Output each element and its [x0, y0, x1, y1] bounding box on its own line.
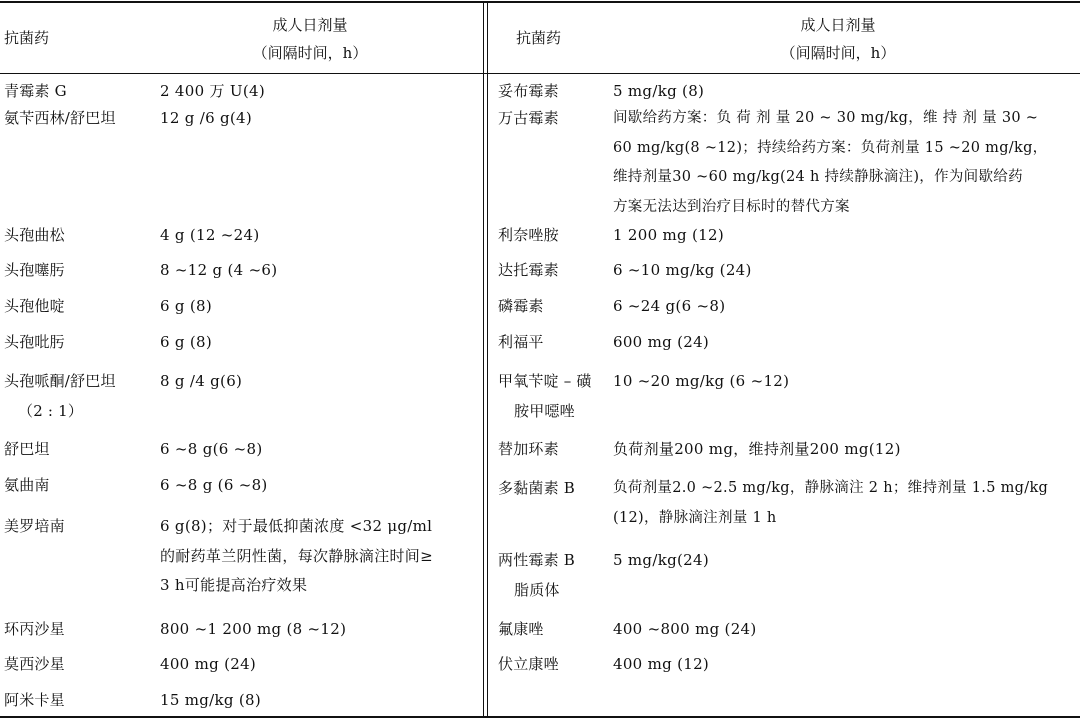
table-row-drug: 替加环素: [498, 440, 559, 458]
table-row-dose: 6 ~10 mg/kg (24): [613, 261, 752, 279]
table-row-dose: 6 g (8): [160, 333, 213, 351]
table-row-drug: 妥布霉素: [498, 82, 559, 100]
table-row-drug: 头孢曲松: [4, 226, 65, 244]
table-row-dose: 5 mg/kg(24): [613, 551, 709, 569]
table-row-dose: 6 ~8 g (6 ~8): [160, 476, 268, 494]
left-dose-column-header: [160, 11, 460, 67]
table-row-dose: 1 200 mg (12): [613, 226, 724, 244]
table-row-dose: 间歇给药方案：负 荷 剂 量 20 ~ 30 mg/kg，维 持 剂 量 30 ~ 60 mg/kg(8 ~12)；持续给药方案：负荷剂量 15 ~20 mg/kg， 维持剂量30 ~60 mg/kg(24 h 持续静脉滴注)，作为间歇给药 方案无法达到治疗目标时的替代方案: [613, 110, 1048, 215]
table-row-dose: 12 g /6 g(4): [160, 109, 253, 127]
table-row-dose: 400 mg (12): [613, 655, 710, 673]
table-row-drug: 头孢吡肟: [4, 333, 65, 351]
table-row-drug: 阿米卡星: [4, 691, 65, 709]
table-row-dose: 2 400 万 U(4): [160, 82, 265, 100]
table-row-drug: 多黏菌素 B: [498, 479, 575, 497]
left-header: [0, 0, 483, 73]
table-row-drug: 青霉素 G: [4, 82, 67, 100]
table-row-drug: 甲氧苄啶 – 磺 胺甲噁唑: [498, 372, 592, 420]
table-row-drug: 舒巴坦: [4, 440, 50, 458]
table-row-dose: 15 mg/kg (8): [160, 691, 262, 709]
table-row-drug: 氟康唑: [498, 620, 544, 638]
dose-header-line2: （间隔时间，h）: [780, 44, 896, 62]
table-row-dose: 6 g(8)；对于最低抑菌浓度 <32 μg/ml 的耐药革兰阴性菌，每次静脉滴注时间≥ 3 h可能提高治疗效果: [160, 517, 433, 594]
table-row-drug: 达托霉素: [498, 261, 559, 279]
table-row-dose: 6 ~24 g(6 ~8): [613, 297, 726, 315]
table-row-dose: 8 ~12 g (4 ~6): [160, 261, 278, 279]
dose-header-line1: 成人日剂量: [272, 16, 348, 34]
left-panel: [0, 0, 483, 720]
table-row-drug: 利奈唑胺: [498, 226, 559, 244]
dose-header-line1: 成人日剂量: [800, 16, 876, 34]
right-header: [488, 0, 1080, 73]
table-row-drug: 环丙沙星: [4, 620, 65, 638]
table-row-dose: 400 ~800 mg (24): [613, 620, 757, 638]
table-row-drug: 万古霉素: [498, 109, 559, 127]
left-drug-column-header: 抗菌药: [4, 29, 50, 47]
table-row-dose: 600 mg (24): [613, 333, 710, 351]
table-row-dose: 6 g (8): [160, 297, 213, 315]
dose-header-line2: （间隔时间，h）: [252, 44, 368, 62]
table-row-dose: 8 g /4 g(6): [160, 372, 243, 390]
table-row-dose: 10 ~20 mg/kg (6 ~12): [613, 372, 790, 390]
table-row-drug: 美罗培南: [4, 517, 65, 535]
table-row-dose: 6 ~8 g(6 ~8): [160, 440, 263, 458]
table-row-drug: 氨曲南: [4, 476, 50, 494]
right-dose-column-header: [688, 11, 988, 67]
table-row-drug: 莫西沙星: [4, 655, 65, 673]
right-drug-column-header: 抗菌药: [516, 29, 562, 47]
table-row-drug: 头孢噻肟: [4, 261, 65, 279]
table-row-dose: 400 mg (24): [160, 655, 257, 673]
right-panel: [488, 0, 1080, 720]
panel-divider-left: [483, 1, 484, 718]
table-row-dose: 4 g (12 ~24): [160, 226, 260, 244]
table-row-drug: 利福平: [498, 333, 544, 351]
table-row-dose: 5 mg/kg (8): [613, 82, 705, 100]
table-row-drug: 头孢哌酮/舒巴坦 （2 : 1）: [4, 372, 116, 420]
table-row-dose: 负荷剂量200 mg，维持剂量200 mg(12): [613, 440, 901, 458]
table-row-drug: 头孢他啶: [4, 297, 65, 315]
table-row-drug: 两性霉素 B 脂质体: [498, 551, 575, 599]
table-row-dose: 800 ~1 200 mg (8 ~12): [160, 620, 347, 638]
table-row-drug: 伏立康唑: [498, 655, 559, 673]
table-row-drug: 磷霉素: [498, 297, 544, 315]
table-row-dose: 负荷剂量2.0 ~2.5 mg/kg，静脉滴注 2 h；维持剂量 1.5 mg/kg (12)，静脉滴注剂量 1 h: [613, 480, 1049, 526]
table-row-drug: 氨苄西林/舒巴坦: [4, 109, 116, 127]
